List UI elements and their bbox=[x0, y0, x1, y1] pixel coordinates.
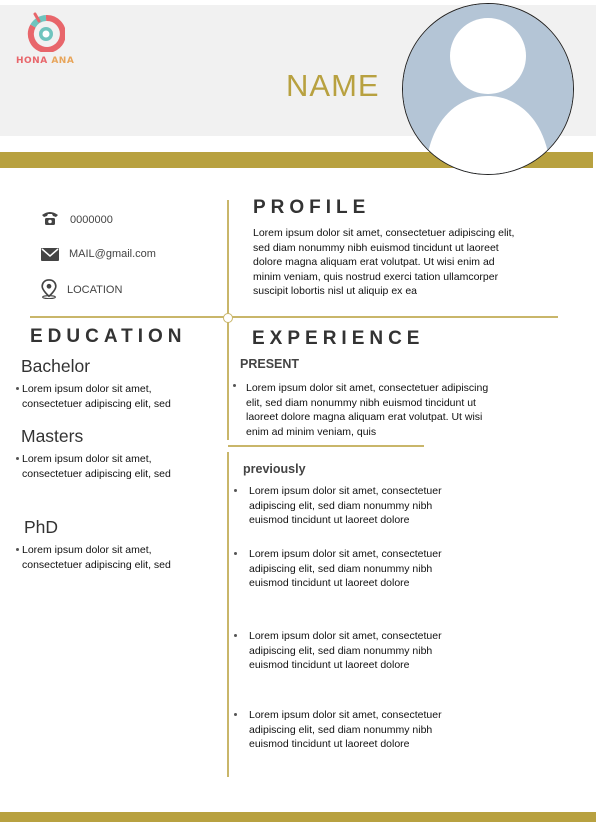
masters-text: Lorem ipsum dolor sit amet, consectetuer adipiscing elit, sed bbox=[22, 453, 171, 480]
email-text: MAIL@gmail.com bbox=[69, 248, 156, 260]
location-pin-icon bbox=[39, 279, 59, 299]
profile-title: PROFILE bbox=[253, 197, 371, 218]
previous-item-2: Lorem ipsum dolor sit amet, consectetuer adipiscing elit, sed diam nonummy nibh euismod tincidunt ut laoreet dolore bbox=[249, 548, 442, 589]
previous-item-1: Lorem ipsum dolor sit amet, consectetuer adipiscing elit, sed diam nonummy nibh euismod tincidunt ut laoreet dolore bbox=[249, 485, 442, 526]
horizontal-divider bbox=[30, 316, 558, 318]
logo-mark-icon bbox=[27, 12, 65, 52]
phone-text: 0000000 bbox=[70, 214, 113, 226]
bullet-icon bbox=[233, 384, 236, 387]
location-text: LOCATION bbox=[67, 284, 123, 296]
footer-bar bbox=[0, 812, 596, 822]
experience-divider bbox=[228, 445, 424, 447]
name-heading: NAME bbox=[286, 68, 380, 103]
present-label: PRESENT bbox=[240, 357, 300, 371]
experience-title: EXPERIENCE bbox=[252, 328, 425, 349]
bachelor-text: Lorem ipsum dolor sit amet, consectetuer adipiscing elit, sed bbox=[22, 383, 171, 410]
bullet-icon bbox=[234, 489, 237, 492]
bullet-icon bbox=[16, 548, 19, 551]
degree-bachelor: Bachelor bbox=[21, 356, 91, 376]
phd-text: Lorem ipsum dolor sit amet, consectetuer adipiscing elit, sed bbox=[22, 544, 171, 571]
divider-node bbox=[223, 313, 233, 323]
mail-icon bbox=[40, 245, 60, 265]
bullet-icon bbox=[234, 713, 237, 716]
previous-item-4: Lorem ipsum dolor sit amet, consectetuer adipiscing elit, sed diam nonummy nibh euismod tincidunt ut laoreet dolore bbox=[249, 709, 442, 750]
degree-masters: Masters bbox=[21, 426, 84, 446]
phone-icon bbox=[40, 208, 60, 228]
present-text: Lorem ipsum dolor sit amet, consectetuer adipiscing elit, sed diam nonummy nibh euismod tincidunt ut laoreet dolore magna aliquam erat volutpat. Ut wisi enim ad minim veniam, quis bbox=[246, 382, 489, 438]
vertical-divider-lower bbox=[227, 452, 229, 777]
logo bbox=[14, 12, 78, 68]
previously-label: previously bbox=[243, 462, 306, 476]
bullet-icon bbox=[234, 634, 237, 637]
profile-photo bbox=[402, 3, 574, 175]
profile-text: Lorem ipsum dolor sit amet, consectetuer adipiscing elit, sed diam nonummy nibh euismod tincidunt ut laoreet dolore magna aliquam erat volutpat. Ut wisi enim ad minim veniam, quis nostrud exerci tation ullamcorper suscipit lobortis nisl ut aliquip ex ea bbox=[253, 227, 515, 297]
previous-item-3: Lorem ipsum dolor sit amet, consectetuer adipiscing elit, sed diam nonummy nibh euismod tincidunt ut laoreet dolore bbox=[249, 630, 442, 671]
degree-phd: PhD bbox=[24, 517, 59, 537]
bullet-icon bbox=[16, 387, 19, 390]
education-title: EDUCATION bbox=[30, 326, 187, 347]
logo-text: HONA ANA bbox=[16, 56, 75, 66]
bullet-icon bbox=[16, 457, 19, 460]
bullet-icon bbox=[234, 552, 237, 555]
avatar-placeholder-icon bbox=[403, 4, 573, 174]
